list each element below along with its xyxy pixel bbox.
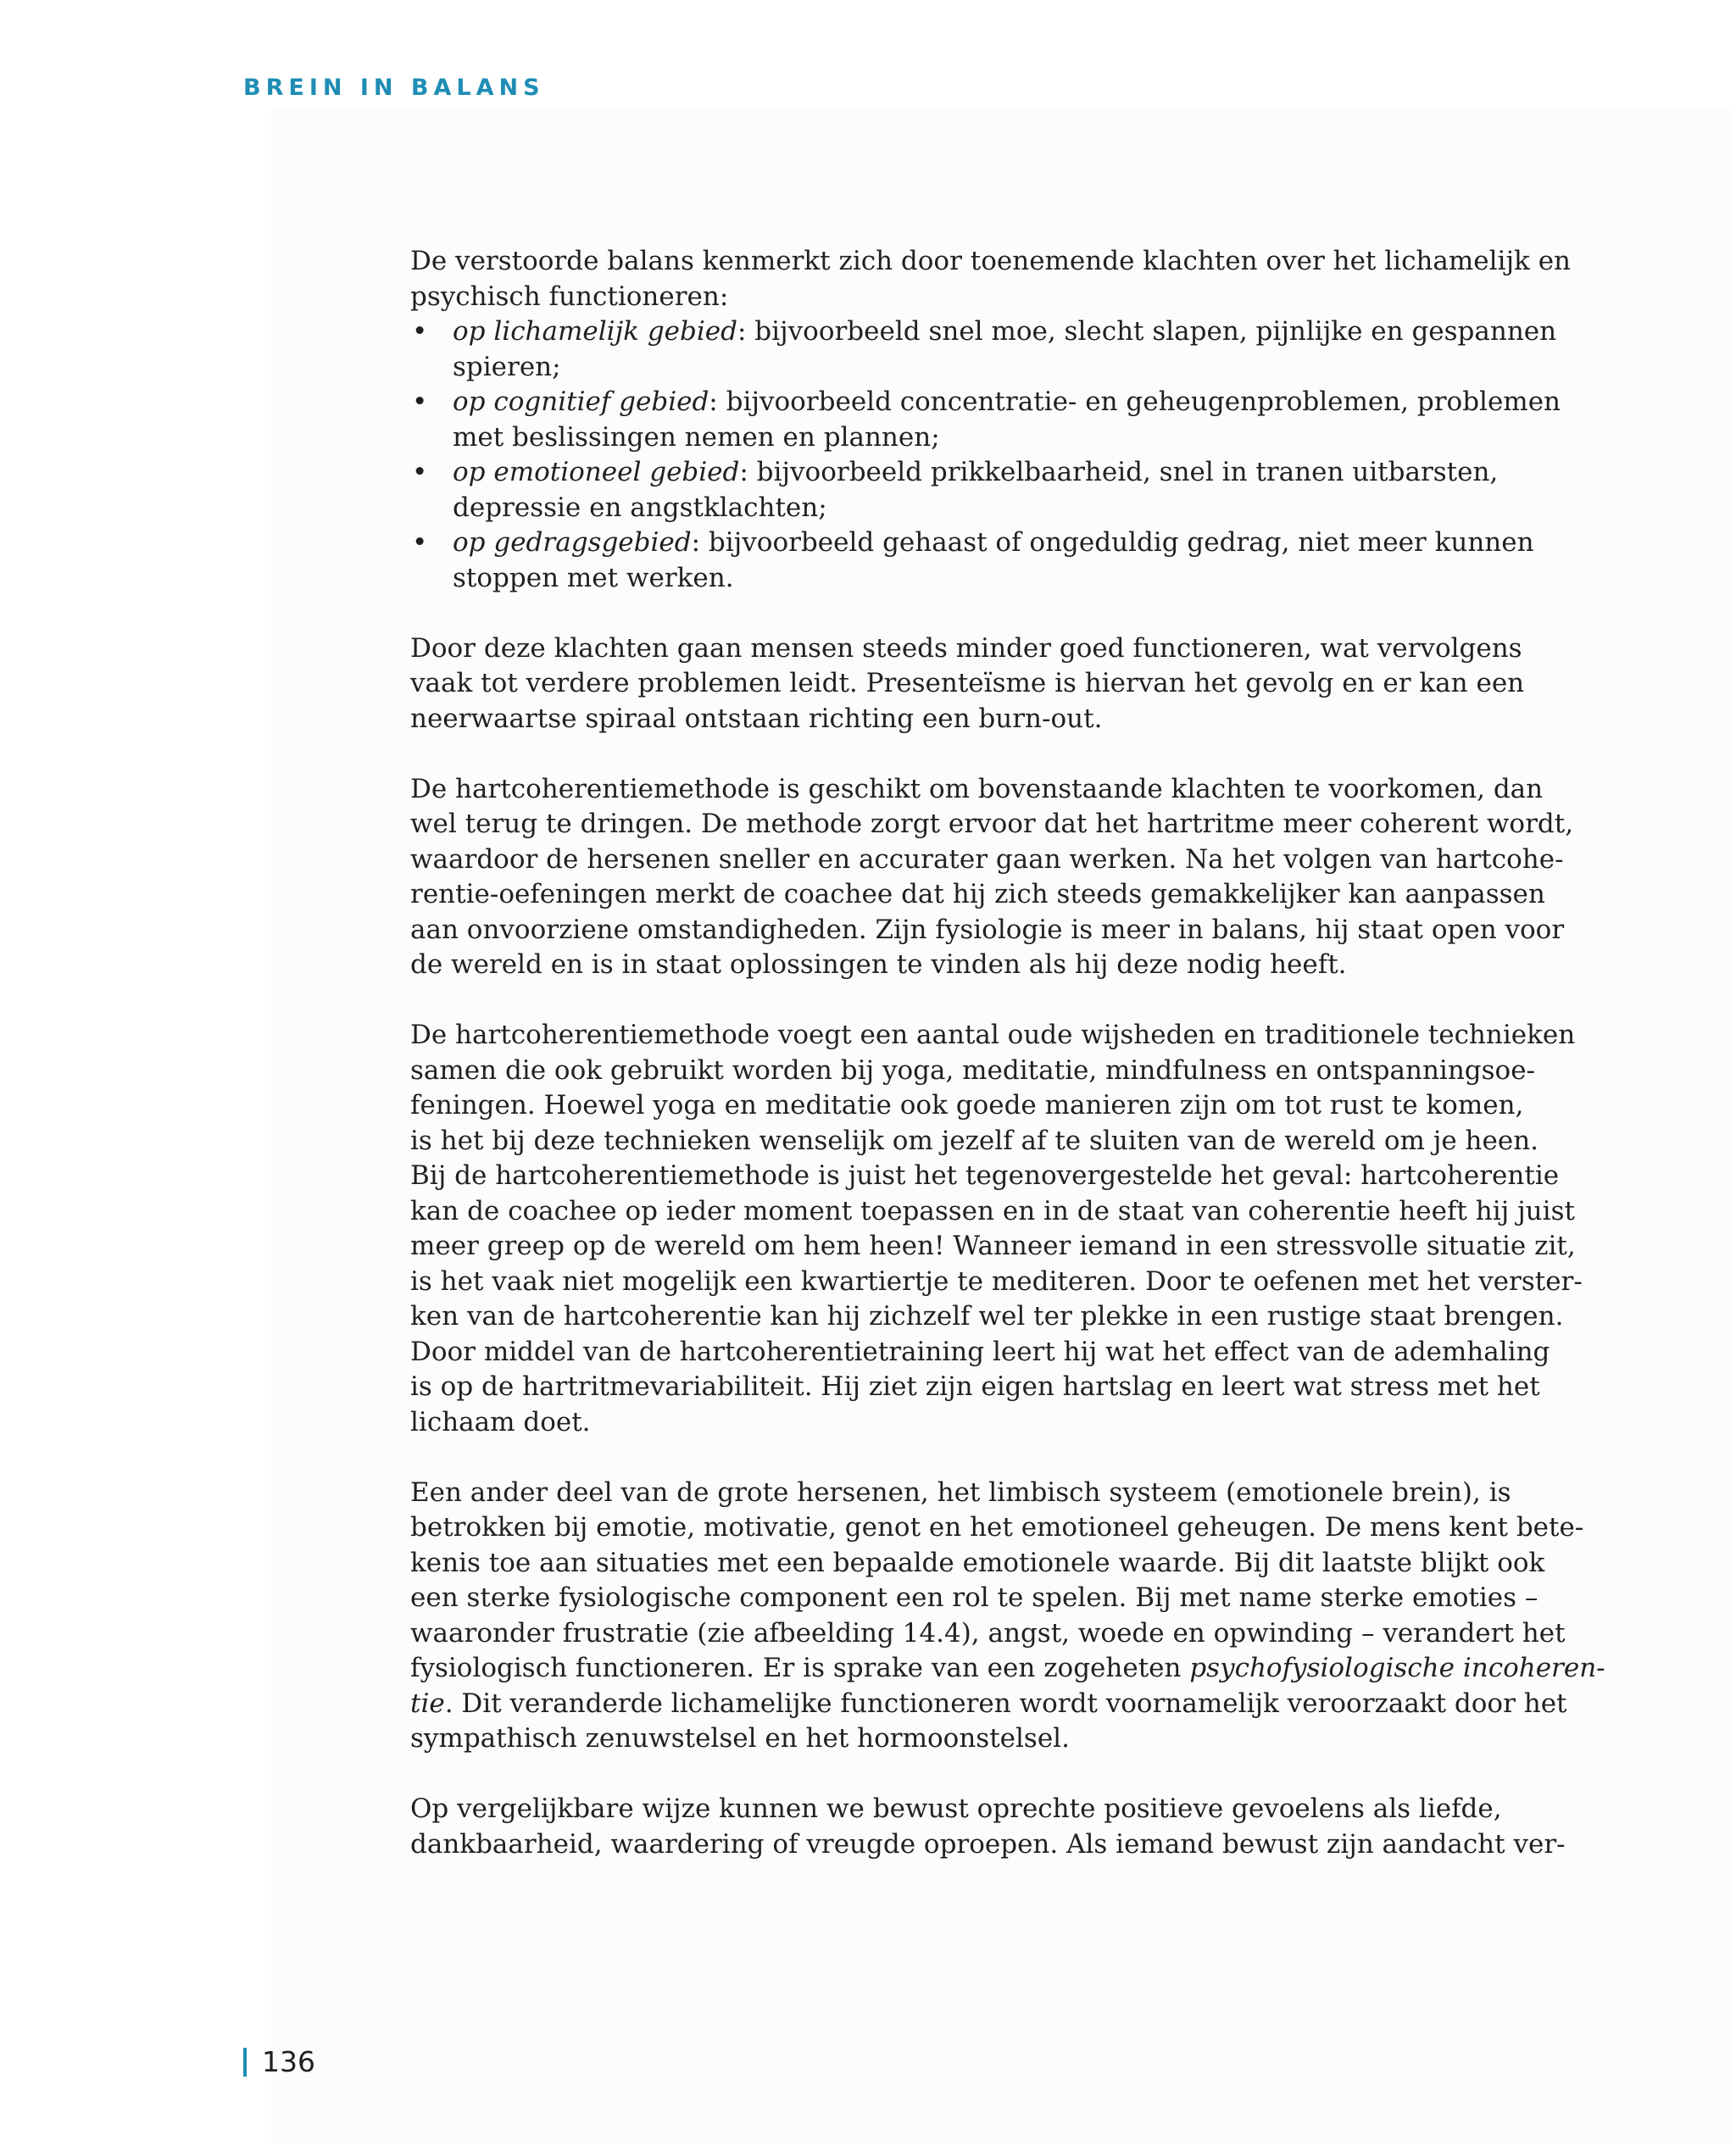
bullet-list: [410, 314, 1561, 596]
bullet-text: met beslissingen nemen en plannen;: [453, 421, 940, 453]
text-line: dankbaarheid, waardering of vreugde oproepen. Als iemand bewust zijn aandacht ver-: [410, 1828, 1566, 1860]
page-number: [243, 2045, 315, 2078]
bullet-text: : bijvoorbeeld prikkelbaarheid, snel in tranen uitbarsten,: [739, 457, 1499, 487]
bullet-text: : bijvoorbeeld snel moe, slecht slapen, pijnlijke en gespannen: [737, 316, 1557, 347]
bullet-term: op gedragsgebied: [453, 527, 692, 558]
running-head: BREIN IN BALANS: [243, 75, 545, 101]
text-line: feningen. Hoewel yoga en meditatie ook goede manieren zijn om tot rust te komen,: [410, 1090, 1524, 1120]
paragraph: [410, 1792, 1566, 1862]
bullet-text: stoppen met werken.: [453, 562, 734, 593]
text-line: rentie-oefeningen merkt de coachee dat hij zich steeds gemakkelijker kan aanpassen: [410, 879, 1545, 909]
bullet-item: [410, 385, 1561, 455]
bullet-text: spieren;: [453, 351, 561, 382]
paragraph: [410, 1476, 1605, 1757]
intro-paragraph: [410, 244, 1572, 314]
text-line: vaak tot verdere problemen leidt. Presenteïsme is hiervan het gevolg en er kan een: [410, 668, 1525, 698]
text-line: Op vergelijkbare wijze kunnen we bewust oprechte positieve gevoelens als liefde,: [410, 1793, 1502, 1824]
bullet-term: op emotioneel gebied: [453, 457, 740, 487]
text-line: meer greep op de wereld om hem heen! Wanneer iemand in een stressvolle situatie zit,: [410, 1231, 1576, 1261]
text-line: betrokken bij emotie, motivatie, genot en het emotioneel geheugen. De mens kent bete-: [410, 1512, 1584, 1543]
body-text: [410, 244, 1605, 1862]
text-line: psychisch functioneren:: [410, 281, 729, 312]
bullet-term: op lichamelijk gebied: [453, 316, 737, 347]
text-line: is op de hartritmevariabiliteit. Hij ziet zijn eigen hartslag en leert wat stress met het: [410, 1371, 1540, 1402]
text-line: samen die ook gebruikt worden bij yoga, meditatie, mindfulness en ontspanningsoe-: [410, 1054, 1536, 1086]
bullet-text: depressie en angstklachten;: [453, 492, 827, 523]
bullet-item: [410, 525, 1534, 596]
paragraph: [410, 1018, 1583, 1440]
text-line: De hartcoherentiemethode is geschikt om bovenstaande klachten te voorkomen, dan: [410, 773, 1544, 804]
text-segment: . Dit veranderde lichamelijke functioneren wordt voornamelijk veroorzaakt door het: [444, 1688, 1567, 1719]
bullet-text: : bijvoorbeeld concentratie- en geheugenproblemen, problemen: [709, 386, 1561, 417]
paragraph: [410, 631, 1525, 737]
text-line: Door middel van de hartcoherentietraining leert hij wat het effect van de ademhaling: [410, 1336, 1550, 1367]
bullet-text: : bijvoorbeeld gehaast of ongeduldig gedrag, niet meer kunnen: [691, 527, 1534, 558]
text-line: waaronder frustratie (zie afbeelding 14.4), angst, woede en opwinding – verandert het: [410, 1617, 1566, 1649]
bullet-item: [410, 455, 1499, 525]
folio-bar: [243, 2048, 247, 2077]
text-segment: fysiologisch functioneren. Er is sprake van een zogeheten: [410, 1653, 1190, 1683]
text-line: kenis toe aan situaties met een bepaalde emotionele waarde. Bij dit laatste blijkt ook: [410, 1547, 1545, 1578]
paragraph: [410, 772, 1574, 983]
text-line: is het bij deze technieken wenselijk om jezelf af te sluiten van de wereld om je heen.: [410, 1125, 1539, 1156]
text-line: Bij de hartcoherentiemethode is juist het tegenovergestelde het geval: hartcoherentie: [410, 1160, 1560, 1191]
text-line: Een ander deel van de grote hersenen, het limbisch systeem (emotionele brein), is: [410, 1476, 1511, 1508]
text-line: lichaam doet.: [410, 1406, 591, 1437]
text-line: aan onvoorziene omstandigheden. Zijn fysiologie is meer in balans, hij staat open voor: [410, 914, 1565, 945]
page-number-text: 136: [262, 2045, 315, 2078]
text-line: neerwaartse spiraal ontstaan richting een burn-out.: [410, 703, 1103, 734]
text-line: de wereld en is in staat oplossingen te vinden als hij deze nodig heeft.: [410, 949, 1347, 980]
text-line: kan de coachee op ieder moment toepassen en in de staat van coherentie heeft hij juist: [410, 1195, 1575, 1226]
text-line: waardoor de hersenen sneller en accurater gaan werken. Na het volgen van hartcohe-: [410, 843, 1564, 875]
text-line: is het vaak niet mogelijk een kwartiertje te mediteren. Door te oefenen met het verster-: [410, 1265, 1583, 1297]
text-line: wel terug te dringen. De methode zorgt ervoor dat het hartritme meer coherent wordt,: [410, 809, 1574, 839]
text-line: De verstoorde balans kenmerkt zich door toenemende klachten over het lichamelijk en: [410, 246, 1572, 276]
italic-term: tie: [410, 1688, 445, 1719]
text-line: Door deze klachten gaan mensen steeds minder goed functioneren, wat vervolgens: [410, 632, 1522, 664]
text-line: een sterke fysiologische component een rol te spelen. Bij met name sterke emoties –: [410, 1582, 1538, 1613]
text-line: sympathisch zenuwstelsel en het hormoonstelsel.: [410, 1723, 1070, 1754]
italic-term: psychofysiologische incoheren-: [1189, 1653, 1605, 1683]
bullet-item: [410, 314, 1557, 385]
bullet-term: op cognitief gebied: [453, 386, 709, 417]
text-line: De hartcoherentiemethode voegt een aantal oude wijsheden en traditionele technieken: [410, 1020, 1576, 1050]
text-line: ken van de hartcoherentie kan hij zichzelf wel ter plekke in een rustige staat brengen.: [410, 1301, 1564, 1332]
